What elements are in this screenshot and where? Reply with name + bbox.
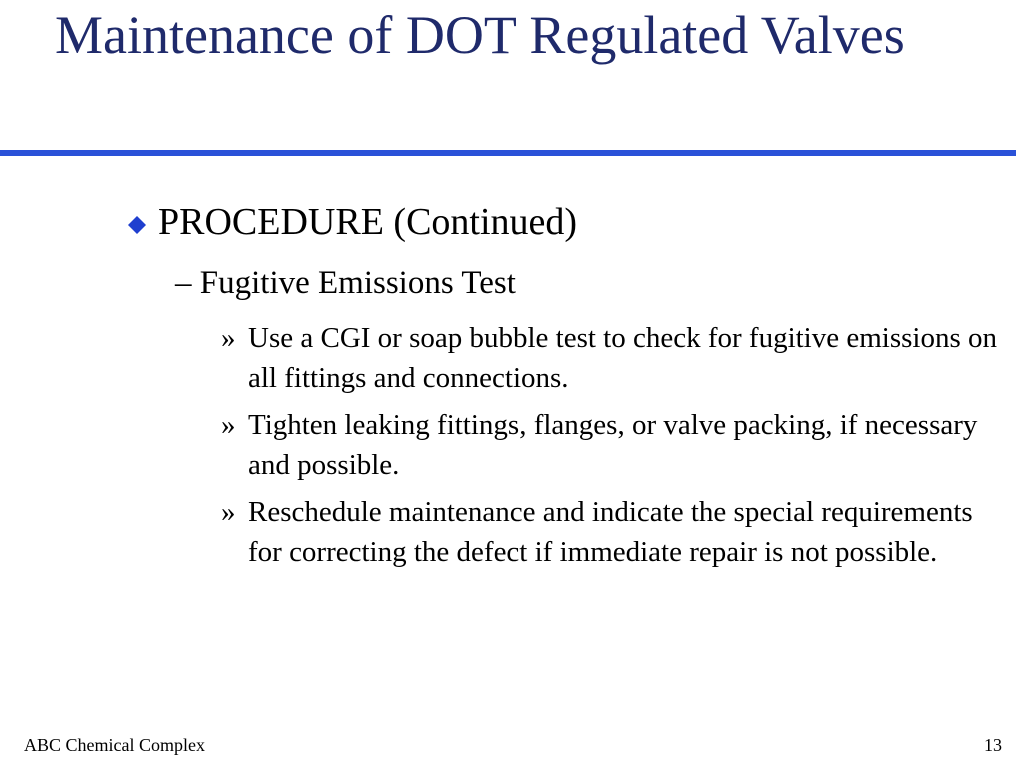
bullet-level2 — [175, 262, 516, 304]
slide-title: Maintenance of DOT Regulated Valves — [55, 5, 905, 65]
bullet-level3-marker: » — [221, 496, 236, 528]
bullet-level3-item — [221, 405, 1001, 485]
bullet-level2-marker: – — [175, 265, 192, 301]
bullet-level3-marker: » — [221, 322, 236, 354]
bullet-level3-text: Use a CGI or soap bubble test to check for fugitive emissions on all fittings and connections. — [248, 322, 998, 394]
bullet-level3-item — [221, 492, 1001, 572]
bullet-level3-item — [221, 318, 1001, 398]
bullet-level3-text: Tighten leaking fittings, flanges, or valve packing, if necessary and possible. — [248, 409, 978, 481]
bullet-level3-text: Reschedule maintenance and indicate the special requirements for correcting the defect if immediate repair is not possible. — [248, 496, 973, 568]
footer-page-number: 13 — [984, 735, 1002, 755]
title-underline-rule — [0, 150, 1016, 156]
bullet-level3-list — [221, 318, 1001, 579]
bullet-level3-marker: » — [221, 409, 236, 441]
diamond-bullet-icon — [128, 216, 146, 234]
footer-company: ABC Chemical Complex — [24, 735, 205, 755]
bullet-level2-text: Fugitive Emissions Test — [199, 265, 516, 301]
bullet-level1-text: PROCEDURE (Continued) — [158, 201, 578, 243]
